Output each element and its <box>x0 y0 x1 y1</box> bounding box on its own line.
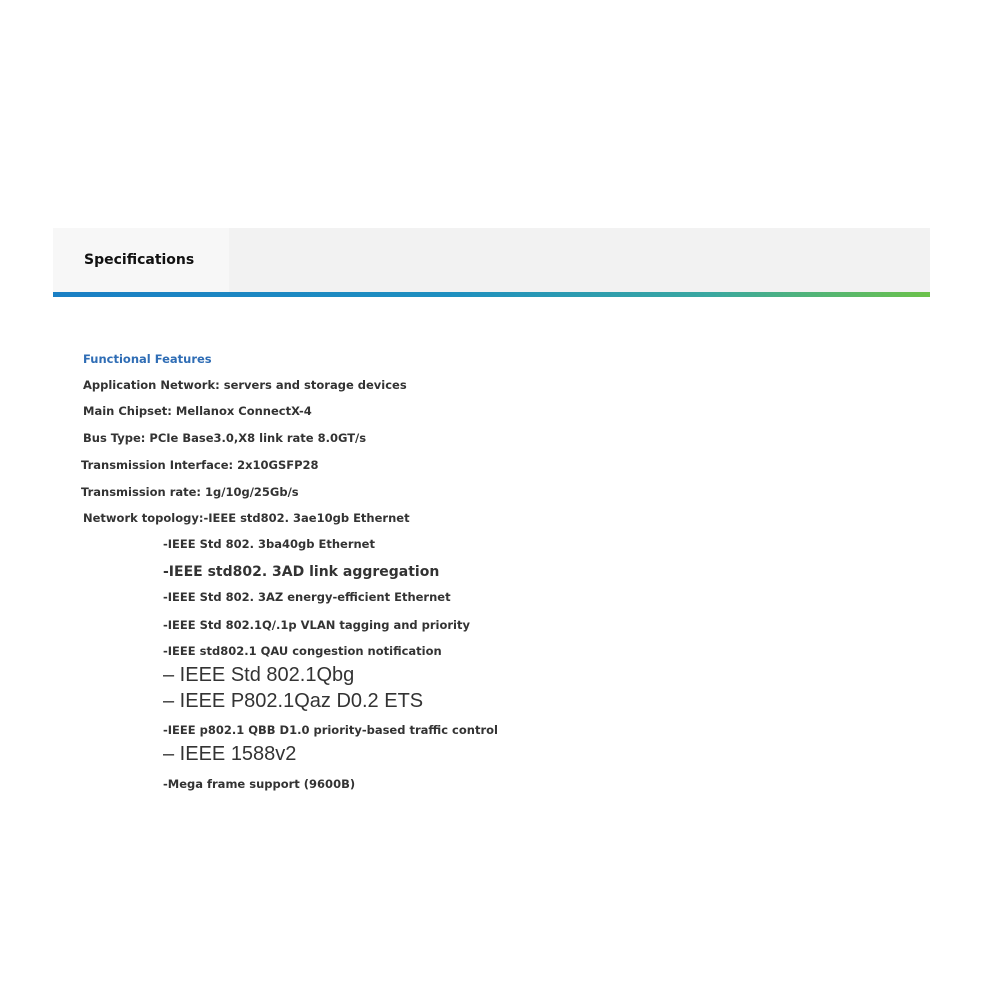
spec-transmission-interface: Transmission Interface: 2x10GSFP28 <box>81 458 319 472</box>
spec-main-chipset: Main Chipset: Mellanox ConnectX-4 <box>83 404 312 418</box>
spec-topology-item: -IEEE std802. 3AD link aggregation <box>163 564 440 580</box>
spec-topology-item: – IEEE P802.1Qaz D0.2 ETS <box>163 690 424 712</box>
tab-specifications-label: Specifications <box>84 252 195 268</box>
spec-topology-item: -Mega frame support (9600B) <box>163 777 356 791</box>
spec-topology-item: -IEEE Std 802.1Q/.1p VLAN tagging and priority <box>163 618 470 632</box>
spec-topology-item: -IEEE p802.1 QBB D1.0 priority-based traffic control <box>163 723 498 737</box>
spec-network-topology: Network topology:-IEEE std802. 3ae10gb Ethernet <box>83 511 410 525</box>
spec-topology-item: -IEEE Std 802. 3AZ energy-efficient Ethernet <box>163 590 451 604</box>
spec-bus-type: Bus Type: PCIe Base3.0,X8 link rate 8.0GT/s <box>83 431 367 445</box>
spec-application-network: Application Network: servers and storage devices <box>83 378 407 392</box>
tab-specifications[interactable] <box>53 228 229 292</box>
spec-topology-item: -IEEE Std 802. 3ba40gb Ethernet <box>163 537 375 551</box>
spec-transmission-rate: Transmission rate: 1g/10g/25Gb/s <box>81 485 299 499</box>
spec-topology-item: – IEEE Std 802.1Qbg <box>163 664 355 686</box>
tab-bar <box>53 228 930 292</box>
spec-topology-item: -IEEE std802.1 QAU congestion notification <box>163 644 442 658</box>
spec-topology-item: – IEEE 1588v2 <box>163 743 297 765</box>
section-heading-functional-features: Functional Features <box>83 352 212 366</box>
tab-accent-bar <box>53 292 930 297</box>
